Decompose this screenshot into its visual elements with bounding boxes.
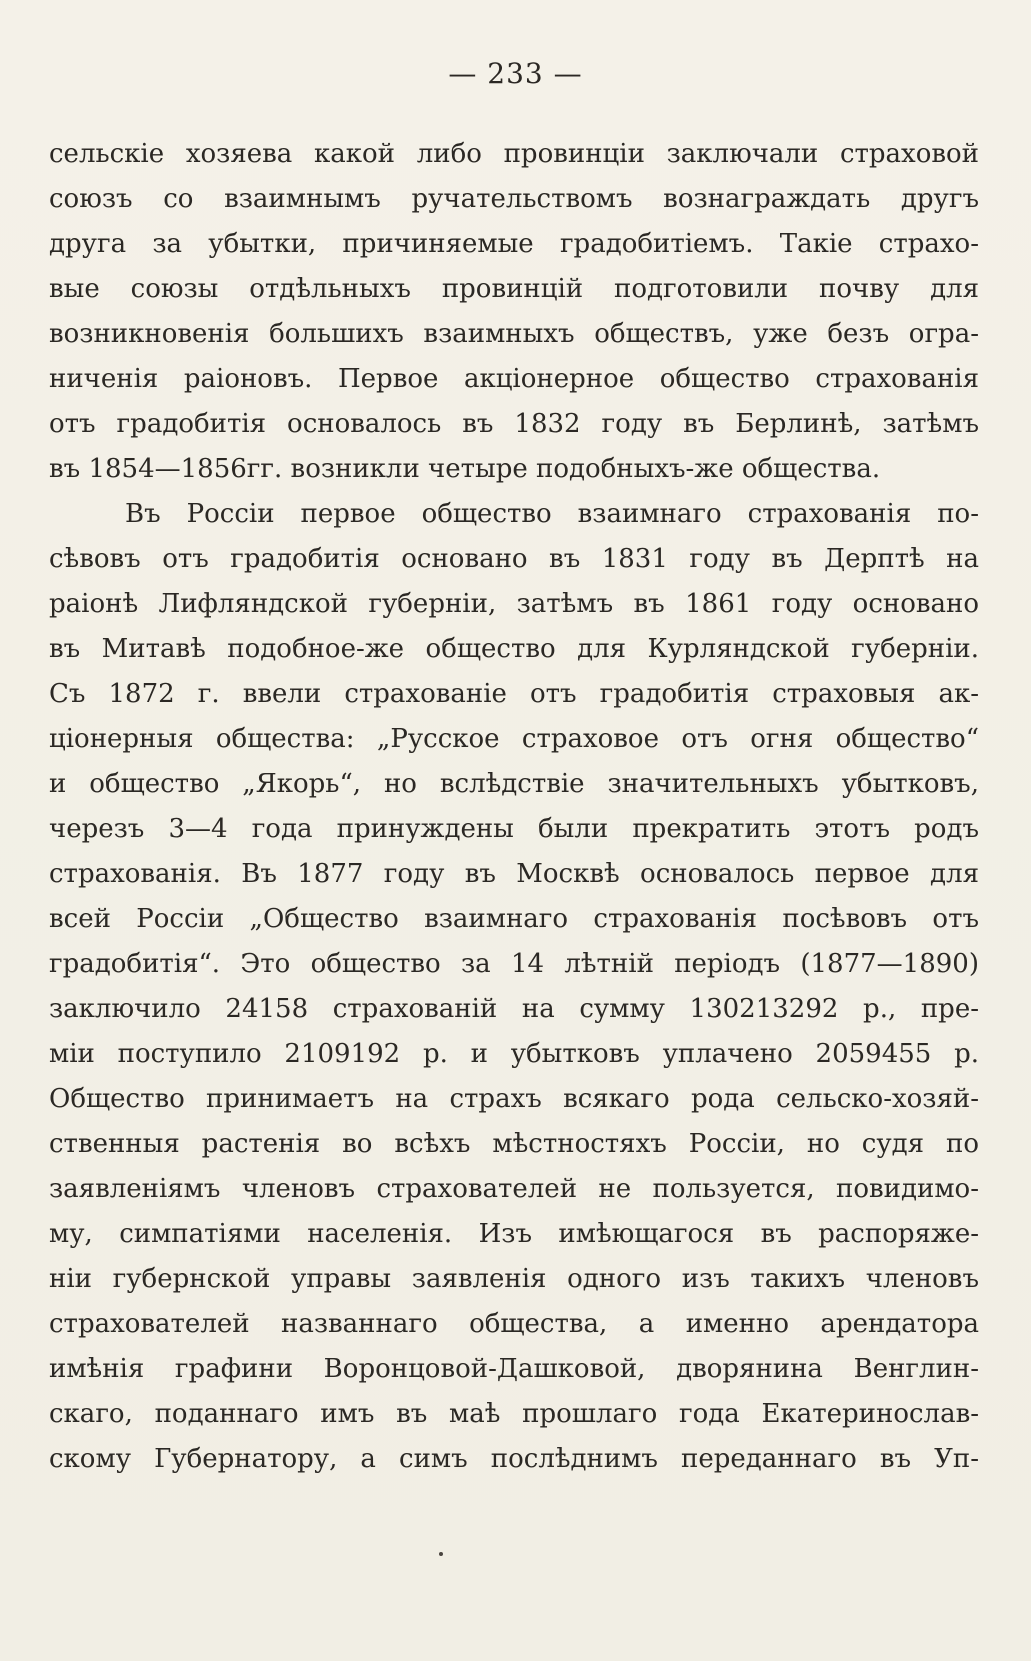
text-line: страхованiя. Въ 1877 году въ Москвѣ основалось первое для <box>49 859 979 889</box>
text-line: имѣнiя графини Воронцовой-Дашковой, дворянина Венглин- <box>49 1354 979 1384</box>
ink-speck <box>439 1552 443 1556</box>
text-line: Общество принимаетъ на страхъ всякаго рода сельско-хозяй- <box>49 1084 979 1114</box>
text-line: Съ 1872 г. ввели страхованiе отъ градобитiя страховыя ак- <box>49 679 979 709</box>
page-number: — 233 — <box>448 57 583 90</box>
text-line: заключило 24158 страхованiй на сумму 130213292 р., пре- <box>49 994 979 1024</box>
text-line: му, симпатiями населенiя. Изъ имѣющагося въ распоряже- <box>49 1219 979 1249</box>
text-line: сѣвовъ отъ градобитiя основано въ 1831 году въ Дерптѣ на <box>49 544 979 574</box>
text-line: заявленiямъ членовъ страхователей не пользуется, повидимо- <box>49 1174 979 1204</box>
text-line: всей Россiи „Общество взаимнаго страхованiя посѣвовъ отъ <box>49 904 979 934</box>
text-line: цiонерныя общества: „Русское страховое отъ огня общество“ <box>49 724 979 754</box>
paragraph-first-line: Въ Россiи первое общество взаимнаго страхованiя по- <box>125 499 979 529</box>
text-line: возникновенiя большихъ взаимныхъ обществъ, уже безъ огра- <box>49 319 979 349</box>
text-line: страхователей названнаго общества, а именно арендатора <box>49 1309 979 1339</box>
text-line: вые союзы отдѣльныхъ провинцiй подготовили почву для <box>49 274 979 304</box>
text-line: градобитiя“. Это общество за 14 лѣтнiй перiодъ (1877—1890) <box>49 949 979 979</box>
text-line: сельскiе хозяева какой либо провинцiи заключали страховой <box>49 139 979 169</box>
body-text <box>49 132 979 1482</box>
text-line: мiи поступило 2109192 р. и убытковъ уплачено 2059455 р. <box>49 1039 979 1069</box>
text-line: союзъ со взаимнымъ ручательствомъ вознаграждать другъ <box>49 184 979 214</box>
text-line: скаго, поданнаго имъ въ маѣ прошлаго года Екатеринослав- <box>49 1399 979 1429</box>
text-line: друга за убытки, причиняемые градобитiемъ. Такiе страхо- <box>49 229 979 259</box>
text-line: ниченiя раiоновъ. Первое акцiонерное общество страхованiя <box>49 364 979 394</box>
text-line: и общество „Якорь“, но вслѣдствiе значительныхъ убытковъ, <box>49 769 979 799</box>
text-line: въ 1854—1856гг. возникли четыре подобныхъ-же общества. <box>49 454 881 484</box>
text-line: ственныя растенiя во всѣхъ мѣстностяхъ Россiи, но судя по <box>49 1129 979 1159</box>
text-line: нiи губернской управы заявленiя одного изъ такихъ членовъ <box>49 1264 979 1294</box>
text-line: скому Губернатору, а симъ послѣднимъ переданнаго въ Уп- <box>49 1444 979 1474</box>
text-line: черезъ 3—4 года принуждены были прекратить этотъ родъ <box>49 814 979 844</box>
text-line: отъ градобитiя основалось въ 1832 году въ Берлинѣ, затѣмъ <box>49 409 979 439</box>
text-line: раiонѣ Лифляндской губернiи, затѣмъ въ 1861 году основано <box>49 589 979 619</box>
text-line: въ Митавѣ подобное-же общество для Курляндской губернiи. <box>49 634 979 664</box>
